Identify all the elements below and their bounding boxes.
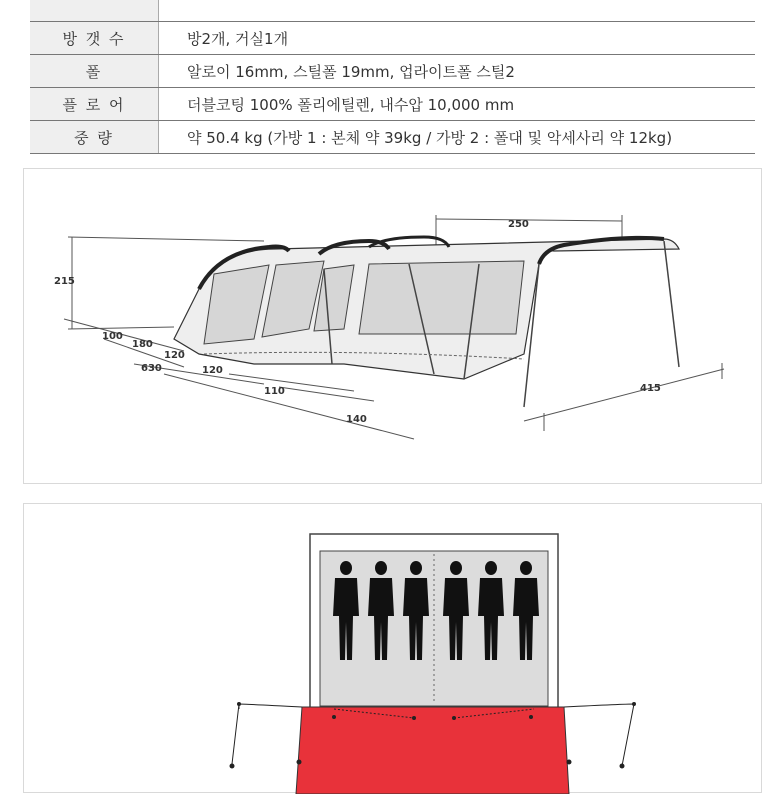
spec-row-rooms	[30, 22, 755, 55]
spec-value	[159, 0, 756, 22]
spec-key: 중 량	[30, 121, 159, 154]
tent-diagram	[24, 169, 763, 485]
dim-140: 140	[346, 414, 367, 425]
spec-key: 폴	[30, 55, 159, 88]
floor-plan-panel	[23, 503, 762, 793]
spec-key: 방 갯 수	[30, 22, 159, 55]
spec-value: 방2개, 거실1개	[159, 22, 756, 55]
dim-height: 215	[54, 276, 75, 287]
spec-key: 플 로 어	[30, 88, 159, 121]
tent-dimension-panel	[23, 168, 762, 484]
spec-value: 약 50.4 kg (가방 1 : 본체 약 39kg / 가방 2 : 폴대 및 악세사리 약 12kg)	[159, 121, 756, 154]
spec-row-floor	[30, 88, 755, 121]
dim-100: 100	[102, 331, 123, 342]
spec-value: 더블코팅 100% 폴리에틸렌, 내수압 10,000 mm	[159, 88, 756, 121]
dim-415: 415	[640, 383, 661, 394]
spec-row-poles	[30, 55, 755, 88]
spec-row-weight	[30, 121, 755, 154]
floor-plan	[24, 504, 763, 794]
dim-width-top: 250	[508, 219, 529, 230]
dim-110: 110	[264, 386, 285, 397]
dim-630: 630	[141, 363, 162, 374]
spec-key	[30, 0, 159, 22]
dim-180: 180	[132, 339, 153, 350]
awning-area	[296, 707, 569, 794]
spec-value: 알로이 16mm, 스틸폴 19mm, 업라이트폴 스틸2	[159, 55, 756, 88]
spec-row	[30, 0, 755, 22]
dim-120a: 120	[164, 350, 185, 361]
dim-120b: 120	[202, 365, 223, 376]
spec-table	[30, 0, 755, 154]
